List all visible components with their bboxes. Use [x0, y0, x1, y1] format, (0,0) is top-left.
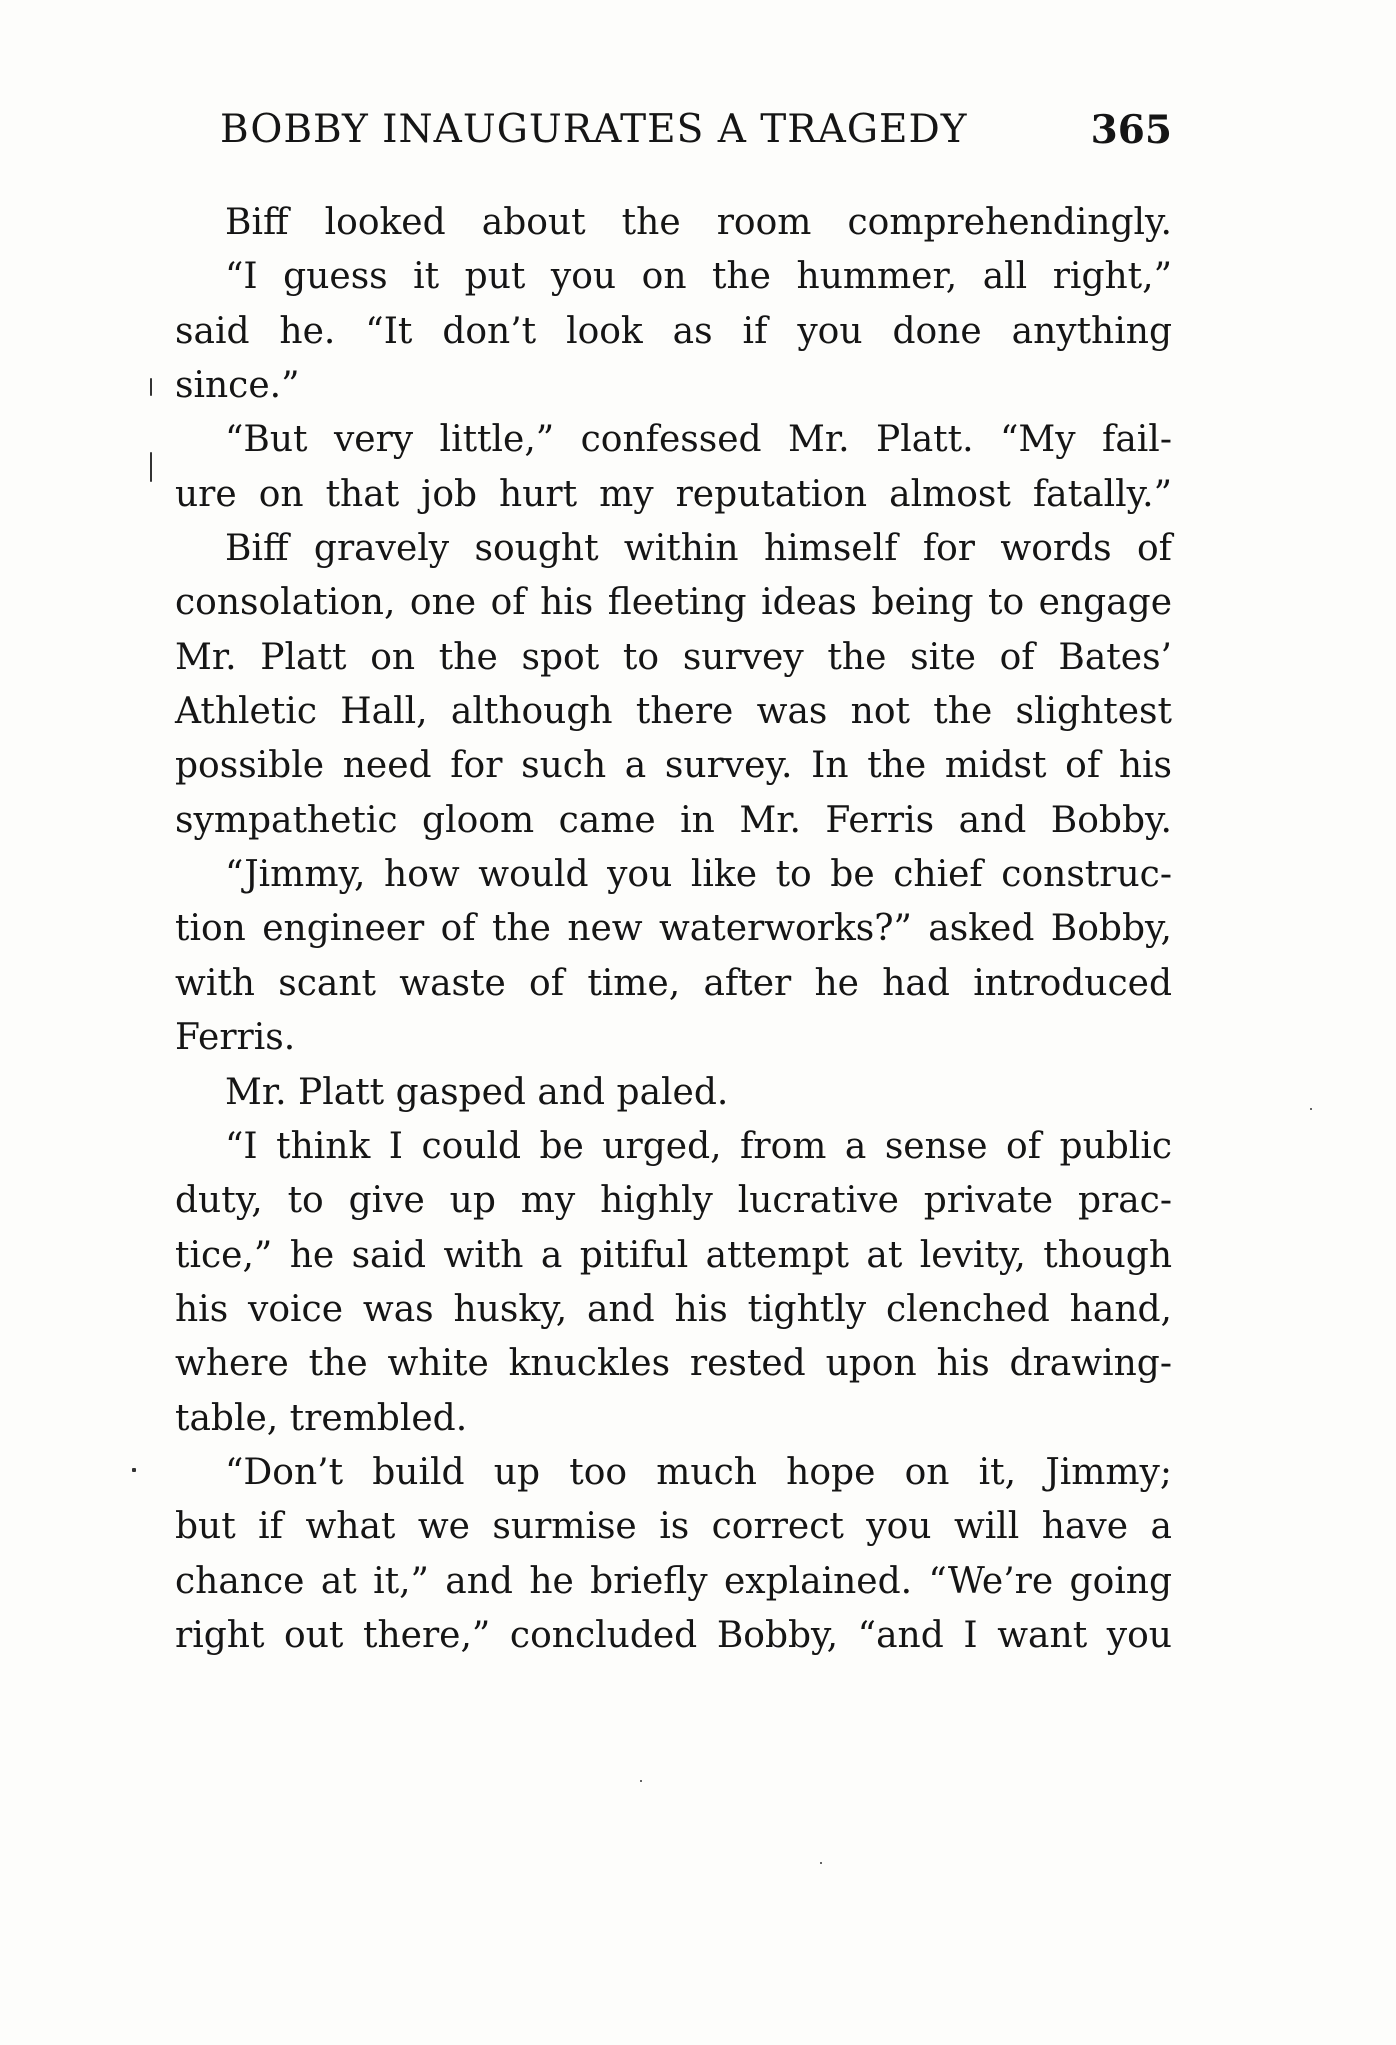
text-line: right out there,” concluded Bobby, “and I want you [175, 1614, 1172, 1656]
text-line: tice,” he said with a pitiful attempt at levity, though [175, 1234, 1172, 1276]
text-line: Ferris. [175, 1017, 296, 1059]
text-line: “I guess it put you on the hummer, all right,” [225, 256, 1172, 298]
text-line: “Jimmy, how would you like to be chief construc- [225, 854, 1172, 896]
running-title: BOBBY INAUGURATES A TRAGEDY [220, 107, 968, 152]
text-line: “I think I could be urged, from a sense of public [225, 1125, 1172, 1167]
text-line: “Don’t build up too much hope on it, Jimmy; [225, 1451, 1172, 1493]
scan-speck [150, 452, 152, 482]
text-line: tion engineer of the new waterworks?” asked Bobby, [175, 908, 1172, 950]
text-line: “But very little,” confessed Mr. Platt. “My fail- [225, 419, 1172, 461]
text-line: since.” [175, 365, 300, 407]
page-number: 365 [1090, 107, 1172, 153]
text-line: Athletic Hall, although there was not the slightest [175, 691, 1172, 733]
text-line: Mr. Platt on the spot to survey the site of Bates’ [175, 636, 1172, 678]
text-line: but if what we surmise is correct you will have a [175, 1506, 1172, 1548]
scan-speck [820, 1862, 822, 1864]
text-line: possible need for such a survey. In the midst of his [175, 745, 1172, 787]
text-line: Biff gravely sought within himself for words of [225, 528, 1172, 570]
running-head [220, 100, 1172, 160]
scan-speck [150, 378, 152, 396]
text-line: Mr. Platt gasped and paled. [225, 1071, 729, 1113]
text-line: duty, to give up my highly lucrative private prac- [175, 1180, 1172, 1222]
text-line: said he. “It don’t look as if you done anything [175, 310, 1172, 352]
text-line: with scant waste of time, after he had introduced [175, 962, 1172, 1004]
text-line: Biff looked about the room comprehendingly. [225, 202, 1172, 243]
text-line: chance at it,” and he briefly explained. “We’re going [175, 1560, 1172, 1602]
text-line: table, trembled. [175, 1397, 468, 1439]
scan-speck [1310, 1108, 1312, 1110]
body-text [175, 196, 1172, 1663]
scan-speck [132, 1468, 136, 1472]
text-line: his voice was husky, and his tightly clenched hand, [175, 1288, 1172, 1330]
scan-speck [640, 1780, 642, 1782]
text-line: sympathetic gloom came in Mr. Ferris and Bobby. [175, 799, 1172, 841]
text-line: where the white knuckles rested upon his drawing- [175, 1343, 1172, 1385]
text-line: ure on that job hurt my reputation almost fatally.” [175, 473, 1172, 515]
text-line: consolation, one of his fleeting ideas being to engage [175, 582, 1172, 624]
